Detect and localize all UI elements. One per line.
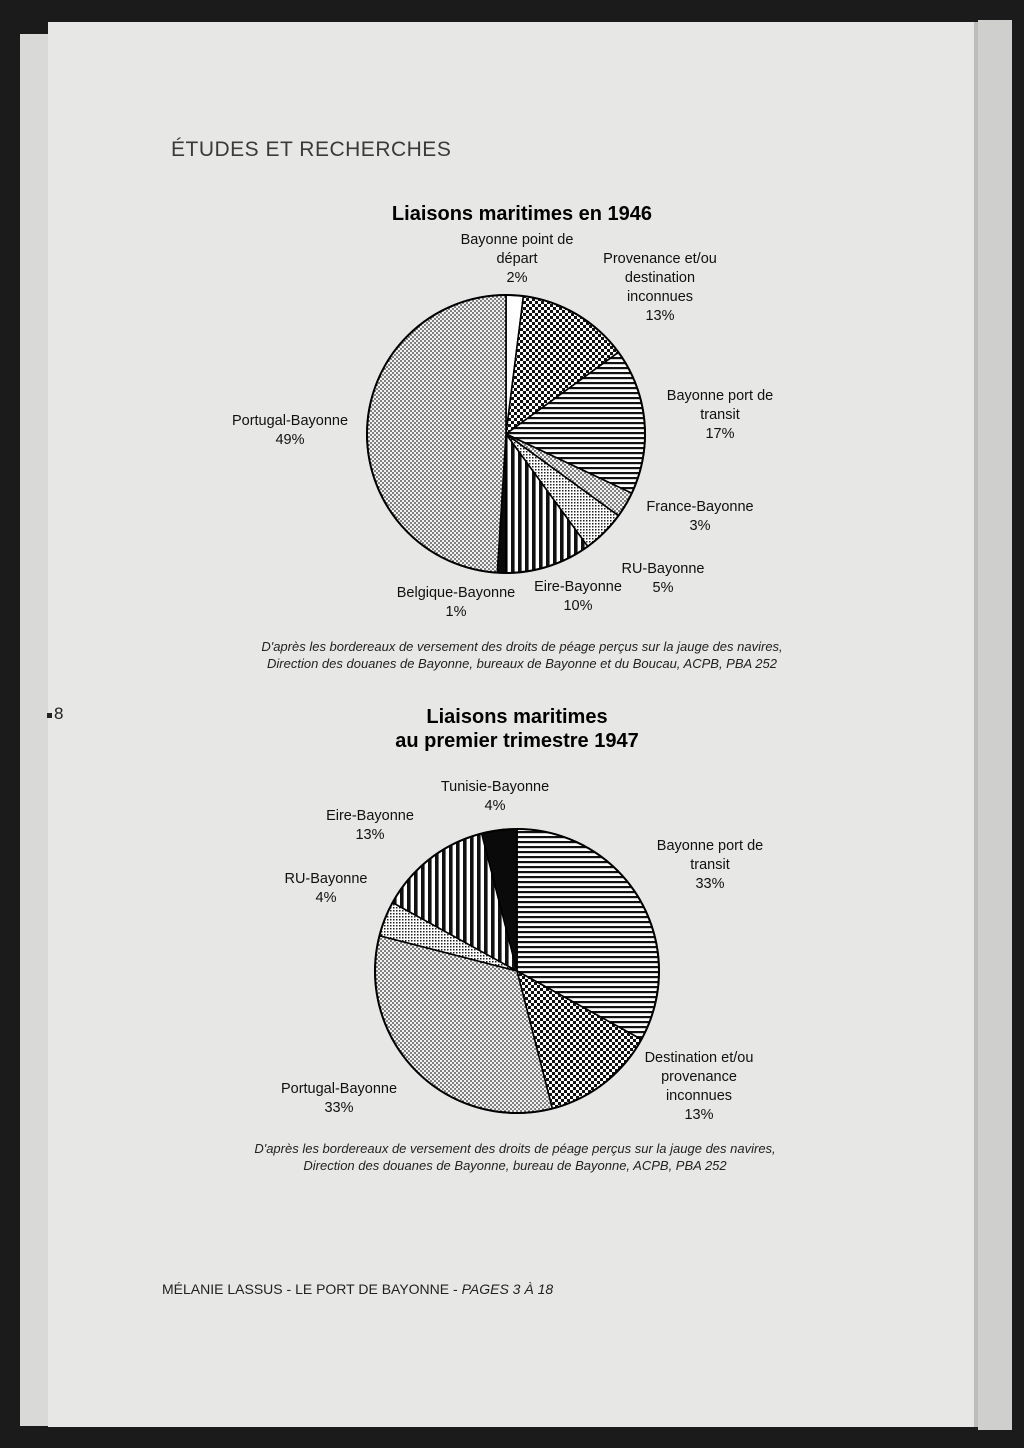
label-1947-tunisie: Tunisie-Bayonne 4% [440, 779, 550, 814]
footer-separator: - [286, 1281, 292, 1297]
pie-chart-1946 [364, 292, 648, 576]
page-number-marker [47, 713, 52, 718]
label-1947-portugal: Portugal-Bayonne 33% [280, 1081, 398, 1116]
next-page-edge [978, 20, 1012, 1430]
footer-pages: PAGES 3 À 18 [461, 1281, 554, 1297]
footer-separator: - [453, 1281, 458, 1297]
footer-author: MÉLANIE LASSUS [162, 1281, 283, 1297]
label-1946-depart: Bayonne point de départ 2% [460, 232, 574, 286]
label-1947-transit: Bayonne port de transit 33% [656, 838, 764, 892]
label-1946-portugal: Portugal-Bayonne 49% [231, 413, 349, 448]
page-number: 8 [54, 704, 64, 723]
label-1946-transit: Bayonne port de transit 17% [666, 388, 774, 442]
label-1947-ru: RU-Bayonne 4% [284, 871, 368, 906]
label-1946-inconnues: Provenance et/ou destination inconnues 13% [603, 251, 717, 324]
chart-1947-caption: D'après les bordereaux de versement des droits de péage perçus sur la jauge des navires, Direction des douanes de Bayonne, bureau de Bayonne, ACPB, PBA 252 [254, 1141, 776, 1173]
label-1946-eire: Eire-Bayonne 10% [534, 579, 622, 614]
pie-slice-portugal-bayonne [367, 295, 506, 573]
label-1946-belgique: Belgique-Bayonne 1% [396, 585, 516, 620]
section-title: ÉTUDES ET RECHERCHES [171, 138, 452, 161]
pie-chart-1947 [372, 826, 662, 1116]
footer-title: LE PORT DE BAYONNE [295, 1281, 450, 1297]
label-1947-inconnues: Destination et/ou provenance inconnues 13% [644, 1050, 754, 1123]
page-footer [162, 1281, 553, 1297]
label-1946-france: France-Bayonne 3% [646, 499, 754, 534]
chart-1947-title: Liaisons maritimes au premier trimestre 1947 [395, 706, 639, 752]
chart-1946-caption: D'après les bordereaux de versement des droits de péage perçus sur la jauge des navires, Direction des douanes de Bayonne, bureaux de Bayonne et du Boucau, ACPB, PBA 252 [261, 639, 783, 671]
label-1947-eire: Eire-Bayonne 13% [326, 808, 414, 843]
label-1946-ru: RU-Bayonne 5% [621, 561, 705, 596]
chart-1946-title: Liaisons maritimes en 1946 [391, 203, 653, 225]
